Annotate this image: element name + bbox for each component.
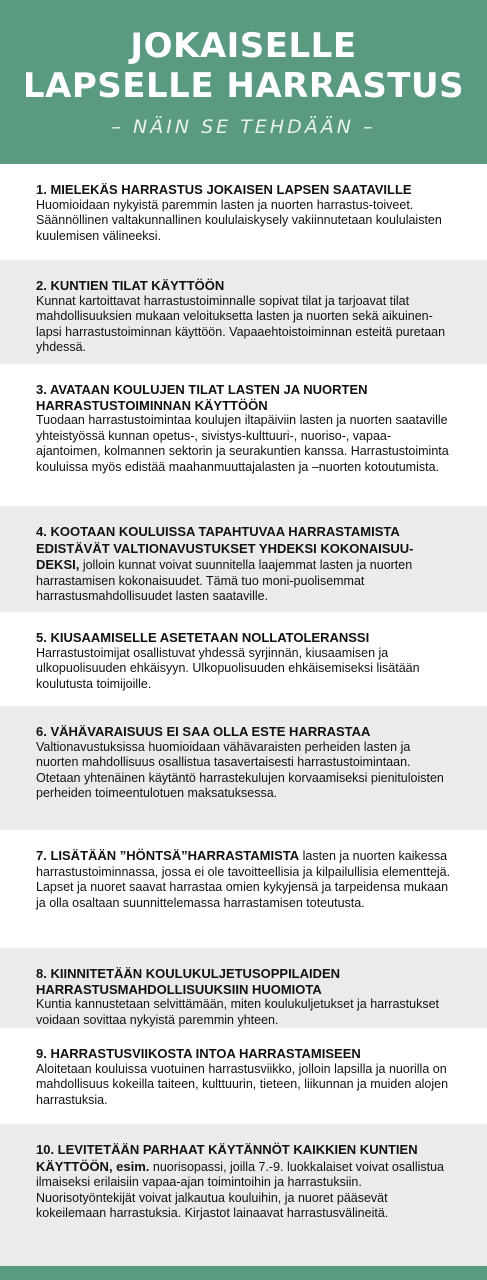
section-9-body: Aloitetaan kouluissa vuotuinen harrastusviikko, jolloin lapsilla ja nuorilla on mahdollisuus kokeilla taiteen, kulttuurin, tieteen, liikunnan ja muiden alojen harrastuksia. — [36, 1061, 449, 1107]
title-line-2: LAPSELLE HARRASTUS — [22, 66, 465, 106]
header-banner — [0, 0, 487, 164]
footer-band — [0, 1266, 487, 1280]
section-10-heading: 10. LEVITETÄÄN PARHAAT KÄYTÄNNÖT KAIKKIEN KUNTIEN KÄYTTÖÖN, — [36, 1142, 418, 1174]
section-4-text — [36, 524, 451, 605]
section-9-heading: 9. HARRASTUSVIIKOSTA INTOA HARRASTAMISEEN — [36, 1046, 361, 1061]
section-7-text — [36, 848, 451, 911]
section-7-body: lasten ja nuorten kaikessa harrastustoiminnassa, jossa ei ole tavoitteellisia ja kilpailullisia elementtejä. Lapset ja nuoret saavat harrastaa omien kykyjensä ja tarpeidensa mukaan ja olla osaltaan suunnittelemassa harrastamisen toteutusta. — [36, 849, 451, 910]
section-10-body: nuorisopassi, joilla 7.-9. luokkalaiset voivat osallistua ilmaiseksi erilaisiin vapaa-ajan toimintoihin ja harrastuksiin. Nuorisotyöntekijät voivat jalkautua kouluihin, ja nuoret pääsevät kokeilemaan harrastuksia. Kirjastot lainaavat harrastusvälineitä. — [36, 1159, 445, 1220]
section-3-body: Tuodaan harrastustoimintaa koulujen iltapäiviin lasten ja nuorten saataville yhteistyössä kunnan opetus-, sivistys-kulttuuri-, nuoriso-, vapaa-ajantoimen, kolmannen sektorin ja seurakuntien kanssa. Harrastustoiminta kouluissa myös edistää maahanmuuttajalasten ja –nuorten kotoutumista. — [36, 413, 449, 474]
section-1-body: Huomioidaan nykyistä paremmin lasten ja nuorten harrastus-toiveet. Säännöllinen valtakunnallinen koululaiskysely vakiinnutetaan koululaisten kuulemisen välineeksi. — [36, 197, 442, 243]
section-2-heading: 2. KUNTIEN TILAT KÄYTTÖÖN — [36, 278, 225, 293]
section-3-heading: 3. AVATAAN KOULUJEN TILAT LASTEN JA NUORTEN HARRASTUSTOIMINNAN KÄYTTÖÖN — [36, 382, 368, 413]
section-4-heading: 4. KOOTAAN KOULUISSA TAPAHTUVAA HARRASTAMISTA EDISTÄVÄT VALTIONAVUSTUKSET YHDEKSI KOKONAISUU-DEKSI, — [36, 524, 414, 572]
section-4-body: jolloin kunnat voivat suunnitella laajemmat lasten ja nuorten harrastamisen kokonaisuudet. Tämä tuo moni-puolisemmat harrastusmahdollisuudet lasten saataville. — [36, 558, 413, 603]
section-10-body-bold: esim. — [112, 1158, 150, 1174]
section-5 — [0, 612, 487, 706]
section-7 — [0, 830, 487, 948]
section-2 — [0, 260, 487, 364]
section-2-body: Kunnat kartoittavat harrastustoiminnalle sopivat tilat ja tarjoavat tilat mahdollisuuksien mukaan veloituksetta lasten ja nuorten sekä aikuinen-lapsi harrastustoiminnan käyttöön. Vapaaehtoistoiminnan esteitä puretaan yhdessä. — [36, 293, 446, 354]
page-subtitle: – NÄIN SE TEHDÄÄN – — [111, 116, 376, 138]
section-6 — [0, 706, 487, 830]
section-10 — [0, 1124, 487, 1266]
section-6-heading: 6. VÄHÄVARAISUUS EI SAA OLLA ESTE HARRASTAA — [36, 724, 371, 739]
section-8-body: Kuntia kannustetaan selvittämään, miten koulukuljetukset ja harrastukset voidaan sovittaa nykyistä paremmin yhteen. — [36, 997, 440, 1027]
section-1 — [0, 164, 487, 260]
title-line-1: JOKAISELLE — [130, 26, 357, 66]
section-5-heading: 5. KIUSAAMISELLE ASETETAAN NOLLATOLERANSSI — [36, 630, 370, 645]
page-title — [0, 26, 487, 106]
section-7-heading: 7. LISÄTÄÄN ”HÖNTSÄ”HARRASTAMISTA — [36, 848, 300, 863]
section-8 — [0, 948, 487, 1028]
section-6-body: Valtionavustuksissa huomioidaan vähävaraisten perheiden lasten ja nuorten mahdollisuus osallistua tasavertaisesti harrastustoimintaan. Otetaan yhtenäinen käytäntö harrastekulujen korvaamiseksi pienituloisten perheiden toimeentulotuen maksatuksessa. — [36, 739, 444, 800]
section-4 — [0, 506, 487, 612]
section-5-body: Harrastustoimijat osallistuvat yhdessä syrjinnän, kiusaamisen ja ulkopuolisuuden ehkäisyyn. Ulkopuolisuuden ehkäisemiseksi lisätään koulutusta toimijoille. — [36, 645, 420, 691]
section-3 — [0, 364, 487, 506]
section-9 — [0, 1028, 487, 1124]
section-1-heading: 1. MIELEKÄS HARRASTUS JOKAISEN LAPSEN SAATAVILLE — [36, 182, 412, 197]
section-8-heading: 8. KIINNITETÄÄN KOULUKULJETUSOPPILAIDEN HARRASTUSMAHDOLLISUUKSIIN HUOMIOTA — [36, 966, 341, 997]
section-10-text — [36, 1142, 451, 1222]
